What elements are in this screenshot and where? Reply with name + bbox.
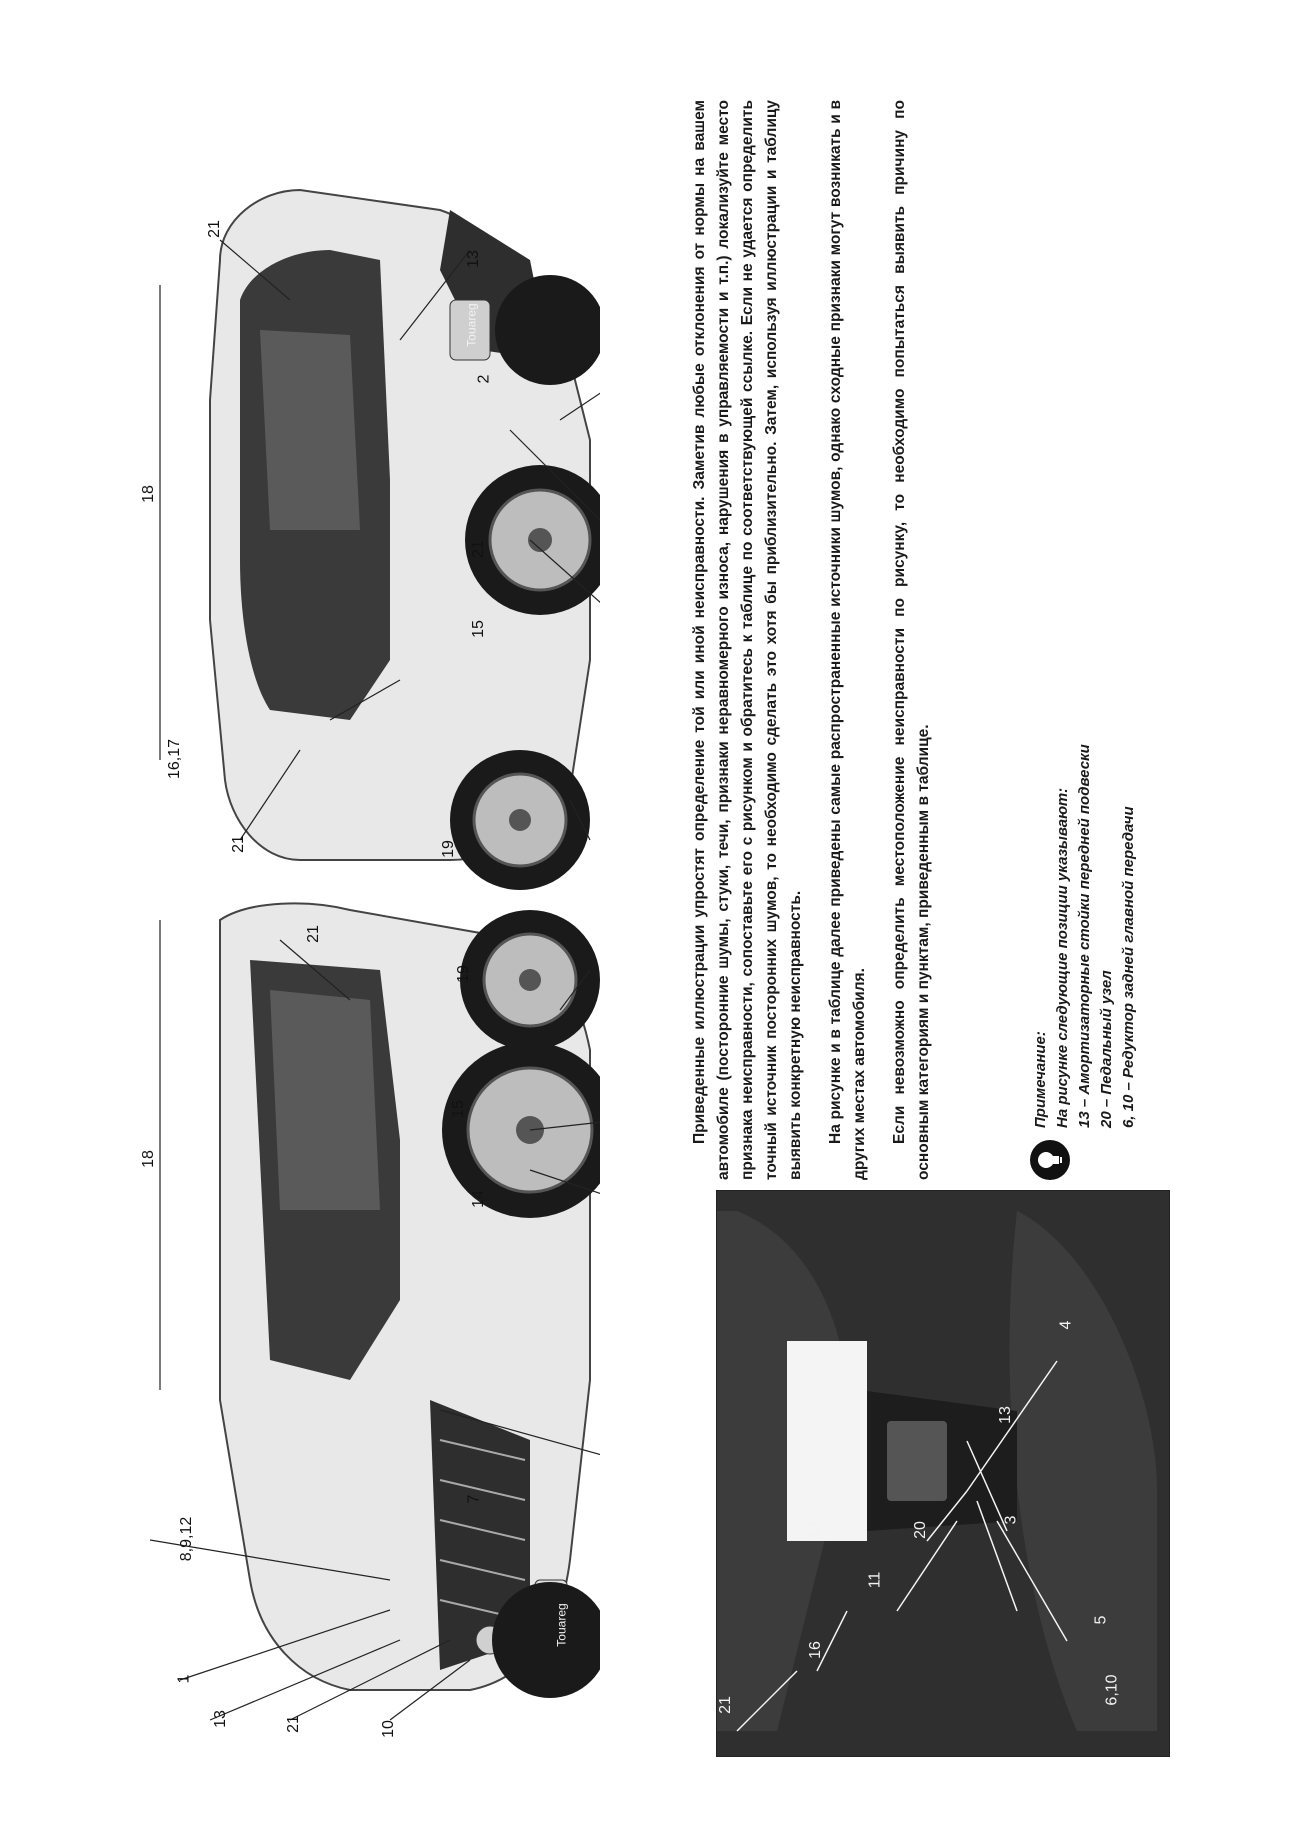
front-callout-7: 14 bbox=[469, 1190, 487, 1208]
rear-callout-1: 21 bbox=[205, 220, 223, 238]
interior-callout-6: 13 bbox=[996, 1406, 1014, 1424]
front-callout-5: 10 bbox=[379, 1720, 397, 1738]
front-callout-9: 21 bbox=[304, 925, 322, 943]
interior-photo bbox=[716, 1190, 1170, 1757]
note-block bbox=[1030, 744, 1140, 1180]
paragraph-common-sources: На рисунке и в таблице далее приведены самые распространенные источники шумов, однако сходные признаки могут возникать и в других местах автомобиля. bbox=[827, 100, 868, 1180]
rear-callout-7: 16,17 bbox=[166, 738, 184, 780]
front-callout-10: 19 bbox=[454, 965, 472, 983]
front-callout-2: 1 bbox=[175, 1674, 193, 1684]
front-callout-4: 21 bbox=[284, 1715, 302, 1733]
rear-callout-9: 19 bbox=[439, 840, 457, 858]
front-car-photo bbox=[139, 880, 600, 1760]
rear-callout-4: 21 bbox=[469, 540, 487, 558]
interior-illustration bbox=[717, 1191, 1169, 1756]
lightbulb-glyph bbox=[1036, 1148, 1064, 1172]
interior-callout-5: 20 bbox=[911, 1521, 929, 1539]
rear-callout-3: 2 bbox=[475, 374, 493, 384]
rear-callout-2: 13 bbox=[464, 250, 482, 268]
interior-callout-4: 11 bbox=[866, 1571, 884, 1589]
front-car-illustration bbox=[150, 880, 600, 1760]
interior-callout-7: 3 bbox=[1002, 1515, 1020, 1525]
front-callout-8: 15 bbox=[449, 1100, 467, 1118]
rear-callout-5: 15 bbox=[469, 620, 487, 638]
lightbulb-icon bbox=[1030, 1140, 1070, 1180]
note-item-20: 20 – Педальный узел bbox=[1098, 970, 1115, 1128]
interior-callout-8: 4 bbox=[1057, 1320, 1075, 1330]
rear-plate: Touareg bbox=[464, 303, 479, 347]
note-item-13: 13 – Амортизаторные стойки передней подвески bbox=[1076, 744, 1093, 1128]
interior-callout-9: 5 bbox=[1092, 1615, 1110, 1625]
front-callout-6: 7 bbox=[465, 1494, 483, 1504]
front-callout-11: 18 bbox=[139, 1150, 157, 1168]
note-text bbox=[1030, 744, 1140, 1128]
note-intro: На рисунке следующие позиции указывают: bbox=[1054, 787, 1071, 1128]
note-item-6-10: 6, 10 – Редуктор задней главной передачи bbox=[1120, 806, 1137, 1128]
rear-callout-6: 18 bbox=[139, 485, 157, 503]
paragraph-intro: Приведенные иллюстрации упростят определение той или иной неисправности. Заметив любые отклонения от нормы на вашем автомобиле (посторонние шумы, стуки, течи, признаки неравномерного износа, нарушения в управляемости и т.п.) локализуйте место признака неисправности, сопоставьте его с рисунком и обратитесь к таблице по соответствующей ссылке. Если не удается определить точный источник посторонних шумов, то необходимо сделать это хотя бы приблизительно. Затем, используя иллюстрации и таблицу выявить конкретную неисправность. bbox=[691, 100, 804, 1180]
interior-callout-2: 16 bbox=[806, 1641, 824, 1659]
paragraph-fallback: Если невозможно определить местоположение неисправности по рисунку, то необходимо попытаться выявить причину по основным категориям и пунктам, приведенным в таблице. bbox=[891, 100, 932, 1180]
note-title: Примечание: bbox=[1032, 1031, 1049, 1128]
body-text-column bbox=[688, 100, 1137, 1180]
interior-callout-10: 6,10 bbox=[1103, 1674, 1121, 1706]
interior-callout-3: 13 bbox=[806, 1521, 824, 1539]
rear-car-photo bbox=[139, 100, 600, 960]
front-plate: Touareg bbox=[554, 1603, 569, 1647]
rear-callout-8: 21 bbox=[229, 835, 247, 853]
front-callout-1: 8,9,12 bbox=[178, 1516, 196, 1562]
front-callout-3: 13 bbox=[211, 1710, 229, 1728]
interior-callout-1: 21 bbox=[716, 1696, 734, 1714]
